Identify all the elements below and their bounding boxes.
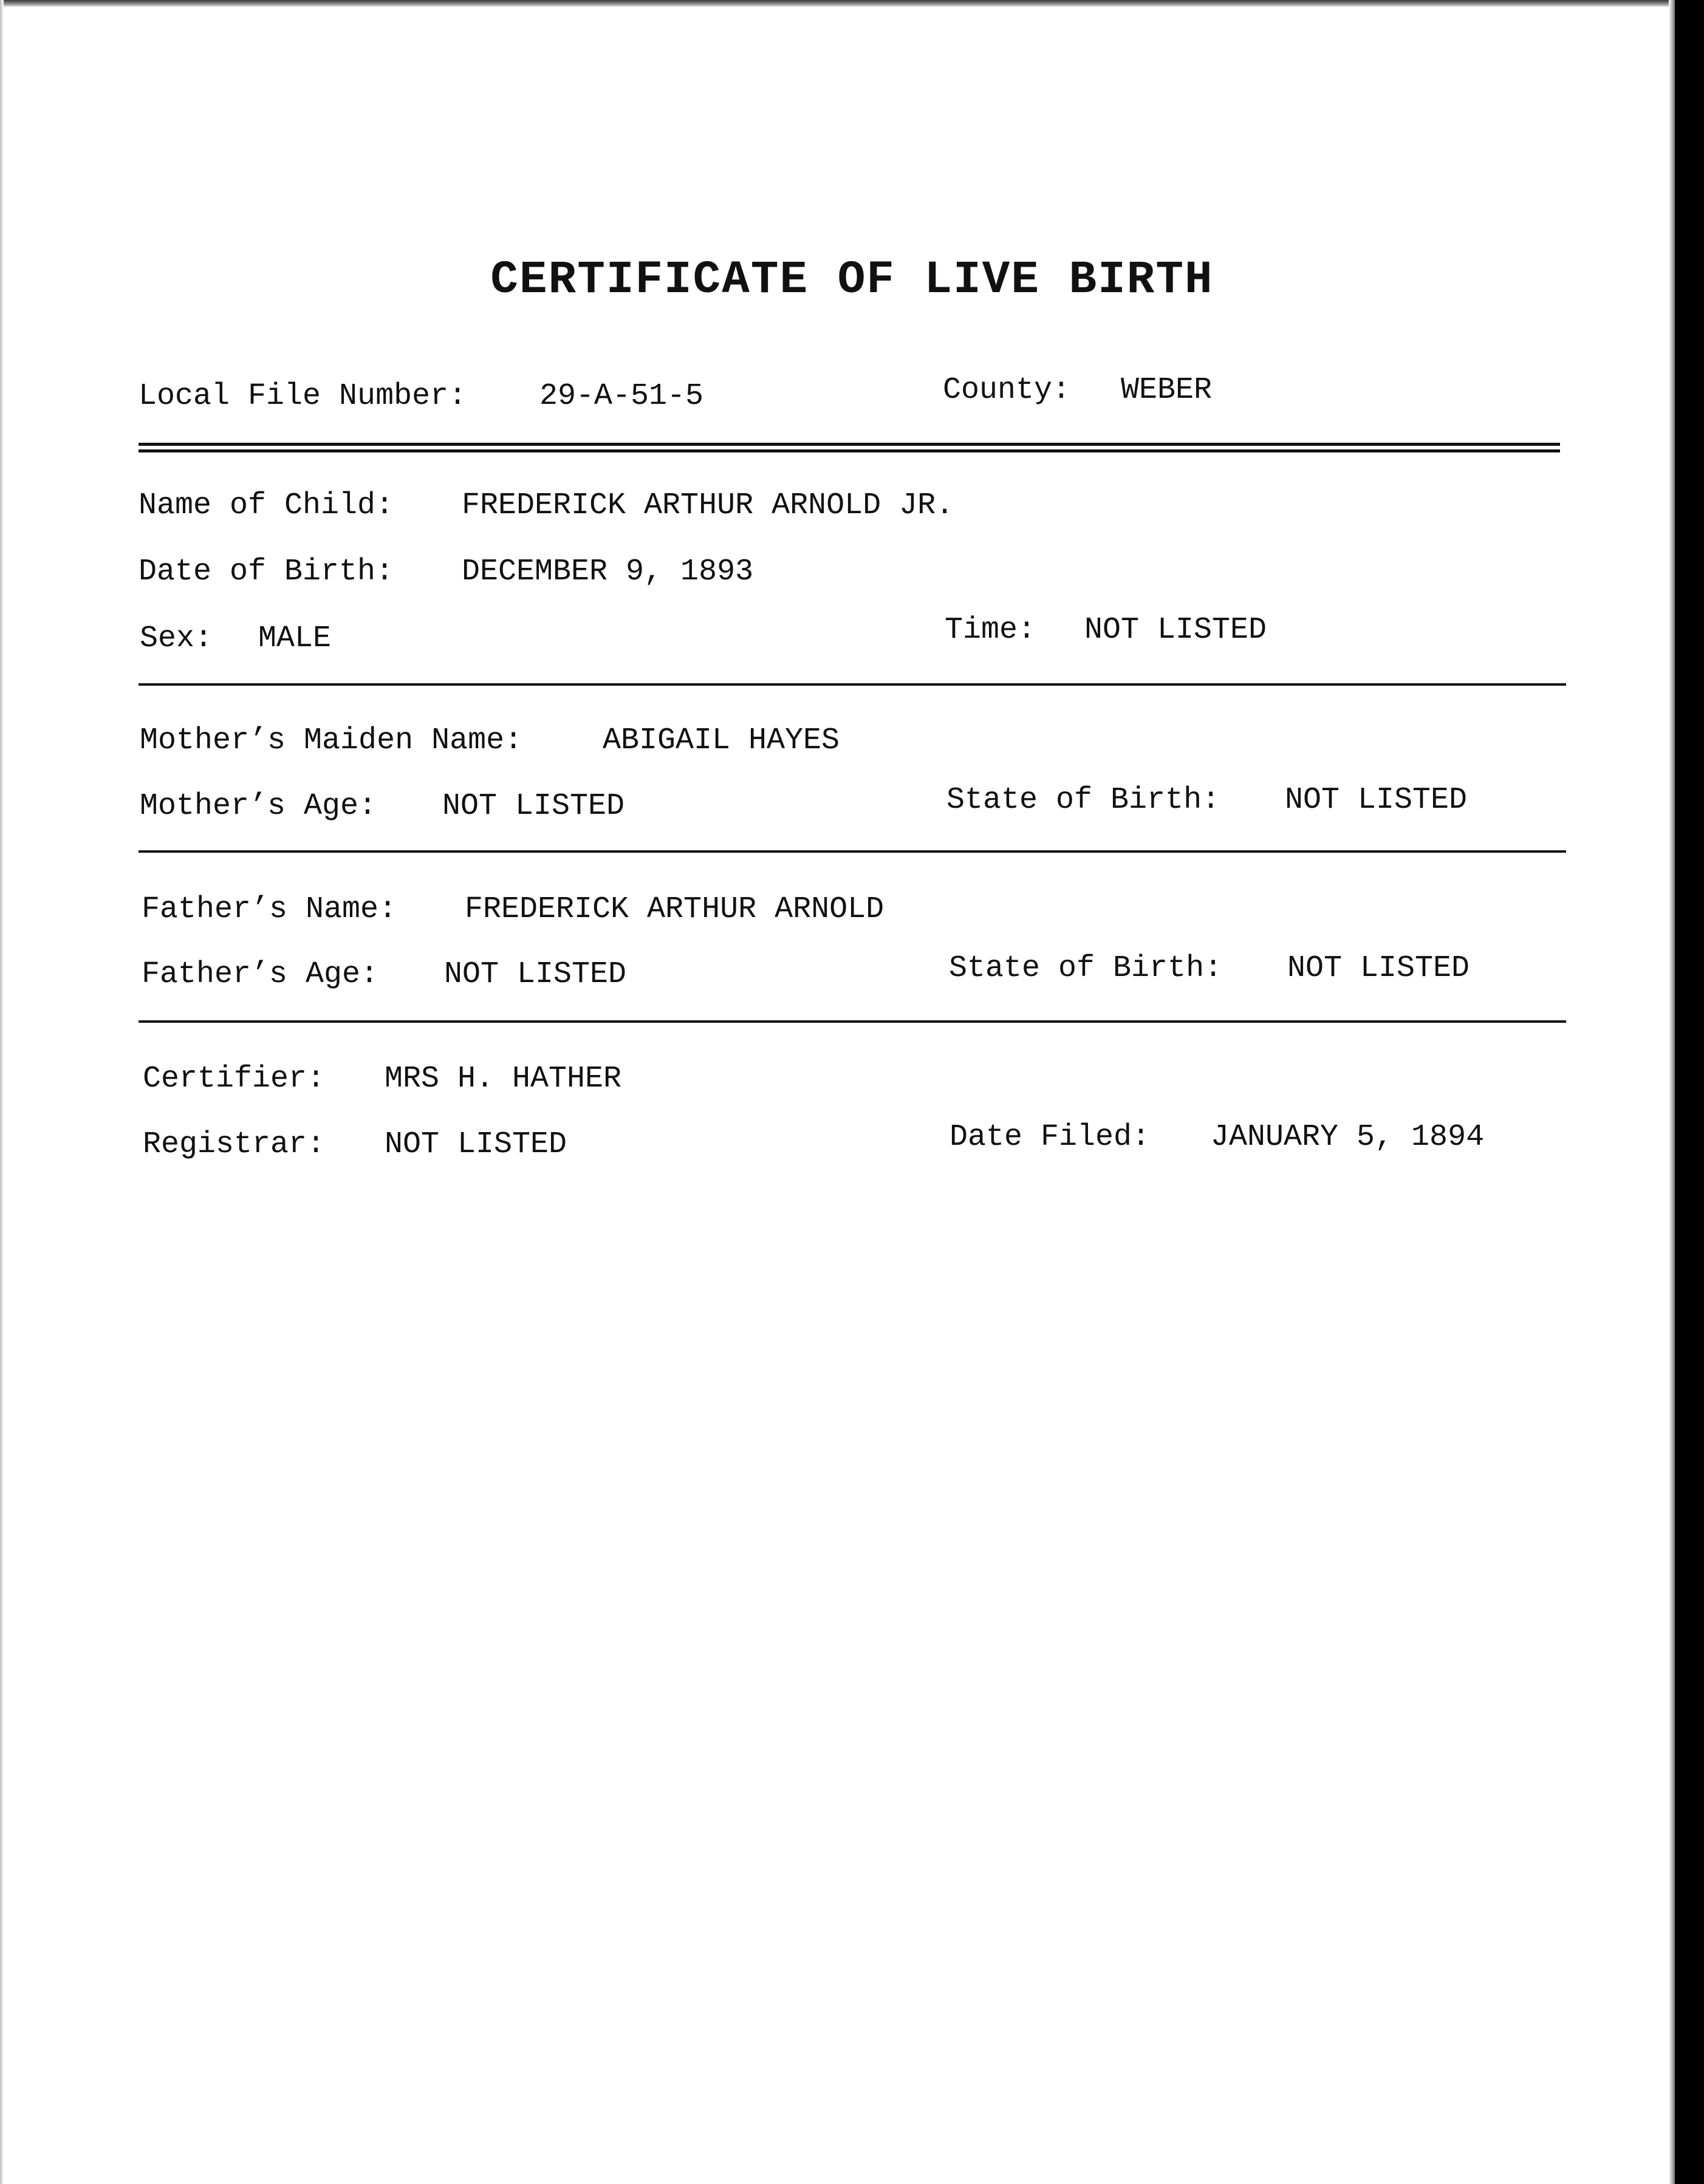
mothers-state-of-birth-value: NOT LISTED xyxy=(1285,783,1468,817)
county-label: County: xyxy=(943,373,1071,408)
mothers-maiden-name-field xyxy=(140,723,840,759)
mothers-state-of-birth-field xyxy=(946,782,1468,819)
fathers-age-value: NOT LISTED xyxy=(444,957,627,992)
sex-field xyxy=(140,621,332,657)
section-divider-child xyxy=(139,683,1566,686)
fathers-age-field xyxy=(142,957,627,993)
fathers-state-of-birth-value: NOT LISTED xyxy=(1287,951,1470,986)
header-double-rule xyxy=(139,443,1560,452)
time-label: Time: xyxy=(945,613,1036,647)
certifier-label: Certifier: xyxy=(143,1062,326,1096)
date-filed-field xyxy=(950,1119,1485,1156)
fathers-state-of-birth-label: State of Birth: xyxy=(949,951,1223,986)
name-of-child-field xyxy=(139,488,954,524)
name-of-child-value: FREDERICK ARTHUR ARNOLD JR. xyxy=(462,488,954,523)
sex-label: Sex: xyxy=(140,621,213,656)
registrar-value: NOT LISTED xyxy=(385,1127,567,1162)
scan-edge-right-shadow xyxy=(1669,0,1675,2184)
scan-edge-left xyxy=(0,0,4,2184)
fathers-age-label: Father’s Age: xyxy=(142,957,379,992)
local-file-number-value: 29-A-51-5 xyxy=(539,379,704,414)
registrar-field xyxy=(143,1127,567,1163)
date-filed-label: Date Filed: xyxy=(950,1120,1151,1155)
certificate-title: CERTIFICATE OF LIVE BIRTH xyxy=(490,254,1214,306)
name-of-child-label: Name of Child: xyxy=(139,488,394,523)
county-value: WEBER xyxy=(1121,373,1213,408)
date-of-birth-field xyxy=(139,554,754,590)
sex-value: MALE xyxy=(258,621,332,656)
mothers-age-field xyxy=(140,788,625,825)
fathers-name-label: Father’s Name: xyxy=(142,892,397,927)
time-value: NOT LISTED xyxy=(1084,613,1267,647)
mothers-maiden-name-label: Mother’s Maiden Name: xyxy=(140,723,523,758)
time-field xyxy=(945,612,1267,649)
scan-edge-top xyxy=(0,0,1704,7)
mothers-state-of-birth-label: State of Birth: xyxy=(946,783,1220,817)
fathers-state-of-birth-field xyxy=(949,950,1470,987)
fathers-name-field xyxy=(142,892,885,928)
registrar-label: Registrar: xyxy=(143,1127,326,1162)
mothers-age-label: Mother’s Age: xyxy=(140,789,377,824)
date-of-birth-label: Date of Birth: xyxy=(139,555,394,589)
section-divider-mother xyxy=(139,850,1566,853)
certifier-field xyxy=(143,1061,622,1097)
section-divider-father xyxy=(139,1020,1566,1023)
date-filed-value: JANUARY 5, 1894 xyxy=(1211,1120,1485,1155)
date-of-birth-value: DECEMBER 9, 1893 xyxy=(462,555,754,589)
county-field xyxy=(943,372,1213,409)
local-file-number-field xyxy=(139,378,704,415)
scan-edge-right xyxy=(1675,0,1704,2184)
mothers-age-value: NOT LISTED xyxy=(442,789,625,824)
mothers-maiden-name-value: ABIGAIL HAYES xyxy=(603,723,840,758)
local-file-number-label: Local File Number: xyxy=(139,379,467,414)
fathers-name-value: FREDERICK ARTHUR ARNOLD xyxy=(465,892,885,927)
certifier-value: MRS H. HATHER xyxy=(385,1062,622,1096)
